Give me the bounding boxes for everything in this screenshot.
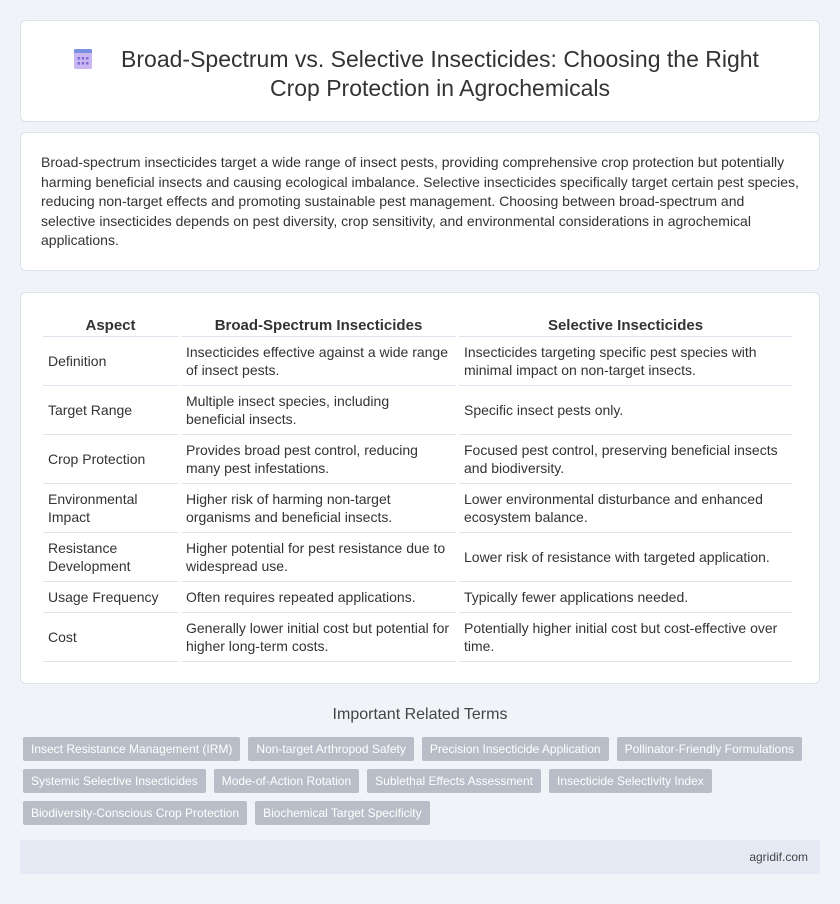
cell-selective: Lower environmental disturbance and enhanced ecosystem balance. [459, 484, 792, 533]
term-tag[interactable]: Insecticide Selectivity Index [549, 769, 712, 793]
cell-broad: Generally lower initial cost but potential for higher long-term costs. [181, 613, 456, 662]
cell-aspect: Resistance Development [43, 533, 178, 582]
cell-aspect: Environmental Impact [43, 484, 178, 533]
term-tag[interactable]: Systemic Selective Insecticides [23, 769, 206, 793]
cell-aspect: Target Range [43, 386, 178, 435]
footer-bar [20, 840, 820, 874]
header-selective: Selective Insecticides [459, 315, 792, 337]
header-broad: Broad-Spectrum Insecticides [181, 315, 456, 337]
term-tag[interactable]: Non-target Arthropod Safety [248, 737, 413, 761]
term-tag[interactable]: Sublethal Effects Assessment [367, 769, 541, 793]
cell-broad: Often requires repeated applications. [181, 582, 456, 613]
cell-selective: Potentially higher initial cost but cost-effective over time. [459, 613, 792, 662]
intro-text: Broad-spectrum insecticides target a wide range of insect pests, providing comprehensive crop protection but potentially harming beneficial insects and causing ecological imbalance. Selective insecticides specifically target certain pest species, reducing non-target effects and promoting sustainable pest management. Choosing between broad-spectrum and selective insecticides depends on pest diversity, crop sensitivity, and environmental considerations in agrochemical applications. [41, 154, 799, 249]
table-row [43, 435, 792, 484]
cell-selective: Lower risk of resistance with targeted application. [459, 533, 792, 582]
cell-broad: Higher potential for pest resistance due to widespread use. [181, 533, 456, 582]
cell-aspect: Crop Protection [43, 435, 178, 484]
cell-aspect: Cost [43, 613, 178, 662]
table-row [43, 337, 792, 386]
cell-broad: Provides broad pest control, reducing many pest infestations. [181, 435, 456, 484]
cell-selective: Focused pest control, preserving beneficial insects and biodiversity. [459, 435, 792, 484]
term-tag[interactable]: Pollinator-Friendly Formulations [617, 737, 802, 761]
related-terms-title: Important Related Terms [332, 706, 508, 723]
cell-selective: Typically fewer applications needed. [459, 582, 792, 613]
term-tag[interactable]: Biochemical Target Specificity [255, 801, 430, 825]
intro-card [20, 132, 820, 271]
related-terms-list [23, 737, 823, 825]
term-tag[interactable]: Insect Resistance Management (IRM) [23, 737, 240, 761]
cell-aspect: Definition [43, 337, 178, 386]
cell-selective: Insecticides targeting specific pest species with minimal impact on non-target insects. [459, 337, 792, 386]
comparison-card [20, 292, 820, 684]
table-row [43, 613, 792, 662]
term-tag[interactable]: Biodiversity-Conscious Crop Protection [23, 801, 247, 825]
header-aspect: Aspect [43, 315, 178, 337]
footer-site-link[interactable]: agridif.com [749, 850, 808, 864]
cell-selective: Specific insect pests only. [459, 386, 792, 435]
cell-broad: Multiple insect species, including beneficial insects. [181, 386, 456, 435]
cell-broad: Higher risk of harming non-target organisms and beneficial insects. [181, 484, 456, 533]
cell-aspect: Usage Frequency [43, 582, 178, 613]
term-tag[interactable]: Mode-of-Action Rotation [214, 769, 359, 793]
table-row [43, 582, 792, 613]
table-row [43, 533, 792, 582]
table-header-row [43, 315, 792, 337]
table-row [43, 386, 792, 435]
page-title: Broad-Spectrum vs. Selective Insecticides: Choosing the Right Crop Protection in Agrochemicals [121, 46, 759, 101]
comparison-table [40, 315, 795, 662]
header-card [20, 20, 820, 122]
cell-broad: Insecticides effective against a wide range of insect pests. [181, 337, 456, 386]
term-tag[interactable]: Precision Insecticide Application [422, 737, 609, 761]
table-row [43, 484, 792, 533]
